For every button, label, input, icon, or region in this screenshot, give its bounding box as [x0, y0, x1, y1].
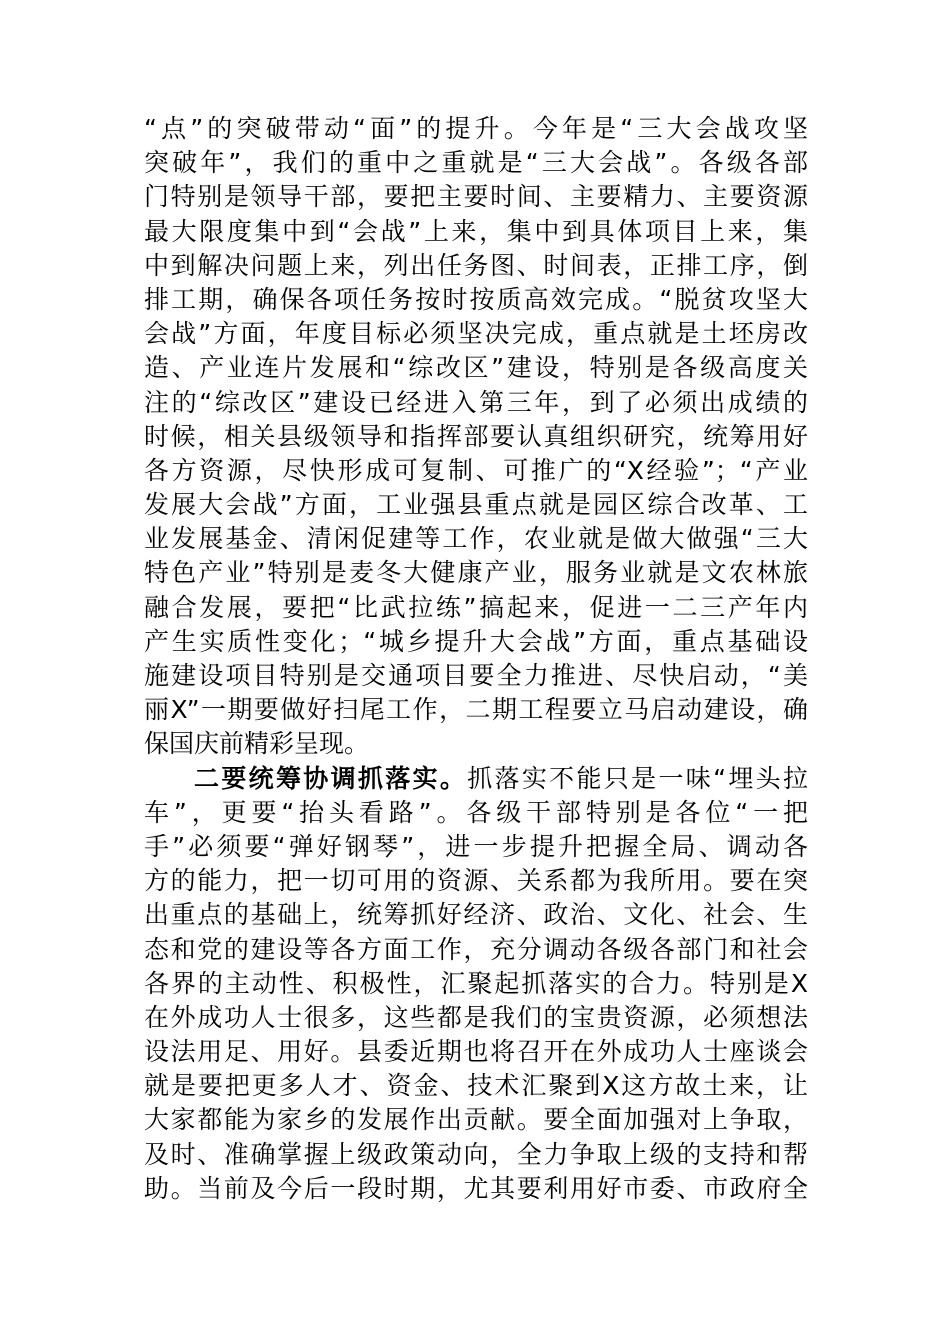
text-line: 车”，更要“抬头看路”。各级干部特别是各位“一把 [144, 797, 808, 827]
text-line: 时候，相关县级领导和指挥部要认真组织研究，统筹用好 [144, 421, 808, 451]
text-line: 助。当前及今后一段时期，尤其要利用好市委、市政府全 [144, 1173, 808, 1203]
text-line: 在外成功人士很多，这些都是我们的宝贵资源，必须想法 [144, 1002, 808, 1032]
text-line: 大家都能为家乡的发展作出贡献。要全面加强对上争取， [144, 1105, 808, 1135]
text-line: 造、产业连片发展和“综改区”建设，特别是各级高度关 [144, 353, 808, 383]
text-line: 突破年”，我们的重中之重就是“三大会战”。各级各部 [144, 148, 808, 178]
text-line: 方的能力，把一切可用的资源、关系都为我所用。要在突 [144, 866, 808, 896]
text-line: 及时、准确掌握上级政策动向，全力争取上级的支持和帮 [144, 1139, 808, 1169]
document-body [144, 112, 808, 1206]
paragraph-heading: 二要统筹协调抓落实。 [194, 763, 468, 793]
text-line: 出重点的基础上，统筹抓好经济、政治、文化、社会、生 [144, 900, 808, 930]
text-line: 最大限度集中到“会战”上来，集中到具体项目上来，集 [144, 216, 808, 246]
text-line: 保国庆前精彩呈现。 [144, 729, 370, 759]
text-line: 排工期，确保各项任务按时按质高效完成。“脱贫攻坚大 [144, 284, 808, 314]
paragraph-first-line [144, 762, 808, 796]
text-line: 就是要把更多人才、资金、技术汇聚到X这方故土来，让 [144, 1071, 808, 1101]
text-line: 产生实质性变化；“城乡提升大会战”方面，重点基础设 [144, 626, 808, 656]
text-line: “点”的突破带动“面”的提升。今年是“三大会战攻坚 [144, 114, 808, 143]
text-line: 门特别是领导干部，要把主要时间、主要精力、主要资源 [144, 182, 808, 212]
text-line: 特色产业”特别是麦冬大健康产业，服务业就是文农林旅 [144, 558, 808, 588]
text-line: 发展大会战”方面，工业强县重点就是园区综合改革、工 [144, 490, 808, 520]
text-line: 手”必须要“弹好钢琴”，进一步提升把握全局、调动各 [144, 831, 808, 861]
text-line: 设法用足、用好。县委近期也将召开在外成功人士座谈会 [144, 1037, 808, 1067]
paragraph-1 [144, 112, 808, 762]
text-line: 态和党的建设等各方面工作，充分调动各级各部门和社会 [144, 934, 808, 964]
text-line: 会战”方面，年度目标必须坚决完成，重点就是土坯房改 [144, 319, 808, 349]
text-line: 业发展基金、清闲促建等工作，农业就是做大做强“三大 [144, 524, 808, 554]
text-run: 抓落实不能只是一味“埋头拉 [467, 763, 808, 793]
text-line: 各方资源，尽快形成可复制、可推广的“X经验”；“产业 [144, 455, 808, 485]
text-line: 中到解决问题上来，列出任务图、时间表，正排工序，倒 [144, 250, 808, 280]
text-line: 施建设项目特别是交通项目要全力推进、尽快启动，“美 [144, 661, 808, 690]
text-line: 融合发展，要把“比武拉练”搞起来，促进一二三产年内 [144, 592, 808, 622]
text-line: 注的“综改区”建设已经进入第三年，到了必须出成绩的 [144, 387, 808, 417]
paragraph-2 [144, 762, 808, 1206]
text-line: 各界的主动性、积极性，汇聚起抓落实的合力。特别是X [144, 968, 808, 998]
text-line: 丽X”一期要做好扫尾工作，二期工程要立马启动建设，确 [144, 695, 808, 725]
